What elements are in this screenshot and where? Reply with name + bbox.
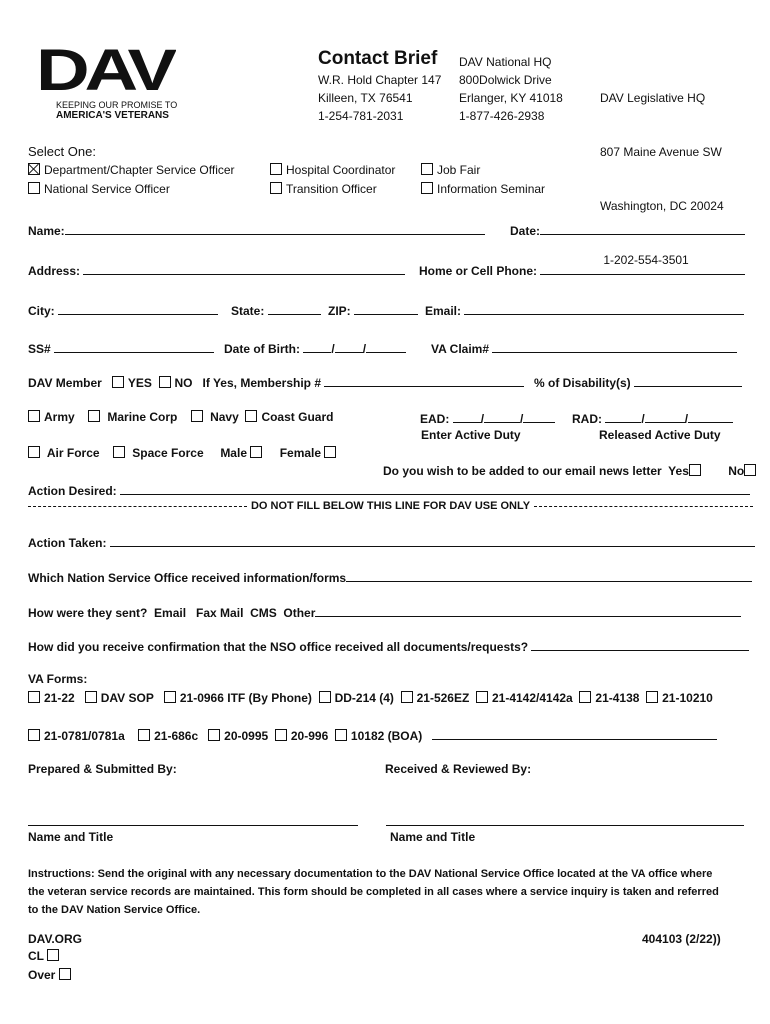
- checkbox-icon[interactable]: [59, 968, 71, 980]
- branch-label: Army: [44, 410, 75, 424]
- checked-box-icon[interactable]: [28, 163, 40, 175]
- action-taken-blank[interactable]: [110, 534, 755, 547]
- dav-member-row: [28, 374, 524, 390]
- female-label: Female: [279, 446, 322, 460]
- option-hospital[interactable]: [270, 163, 395, 177]
- branch-label: Marine Corp: [107, 410, 178, 424]
- va-forms-label: VA Forms:: [28, 672, 88, 686]
- option-label: Hospital Coordinator: [286, 163, 396, 177]
- branch-label: Navy: [210, 410, 239, 424]
- branch-navy[interactable]: [191, 410, 239, 424]
- chapter-line: W.R. Hold Chapter 147: [318, 73, 442, 87]
- gender-female[interactable]: [280, 446, 341, 460]
- option-label: Job Fair: [437, 163, 481, 177]
- va-form-label: 21-526EZ: [416, 691, 470, 705]
- va-form-label: 21-4142/4142a: [491, 691, 573, 705]
- no-label: NO: [174, 376, 193, 390]
- city-field[interactable]: [28, 302, 218, 318]
- address-blank[interactable]: [83, 262, 405, 275]
- checkbox-icon[interactable]: [744, 464, 756, 476]
- checkbox-icon[interactable]: [421, 182, 433, 194]
- how-sent-blank[interactable]: [315, 604, 741, 617]
- confirmation-blank[interactable]: [531, 638, 749, 651]
- ead-year-blank[interactable]: [523, 410, 555, 423]
- checkbox-icon[interactable]: [324, 446, 336, 458]
- option-info-seminar[interactable]: [421, 182, 545, 196]
- action-taken-field[interactable]: [28, 534, 755, 550]
- ss-field[interactable]: [28, 340, 214, 356]
- how-sent-field[interactable]: [28, 604, 741, 620]
- option-label: National Service Officer: [44, 182, 170, 196]
- ss-label: SS#: [28, 342, 51, 356]
- zip-label: ZIP:: [328, 304, 351, 318]
- checkbox-icon[interactable]: [689, 464, 701, 476]
- phone-label: Home or Cell Phone:: [419, 264, 538, 278]
- va-form-label: 21-686c: [154, 729, 199, 743]
- form-title: Contact Brief: [318, 48, 438, 69]
- va-forms-other-blank[interactable]: [432, 727, 717, 740]
- dob-year-blank[interactable]: [366, 340, 406, 353]
- dob-day-blank[interactable]: [335, 340, 363, 353]
- logo-tagline-2: AMERICA'S VETERANS: [56, 110, 169, 121]
- va-form-option[interactable]: [476, 691, 573, 705]
- rad-day-blank[interactable]: [645, 410, 685, 423]
- option-dept-chapter[interactable]: [28, 163, 235, 177]
- checkbox-icon[interactable]: [208, 729, 220, 741]
- email-label: Email:: [425, 304, 462, 318]
- checkbox-icon[interactable]: [28, 691, 40, 703]
- national-line: DAV National HQ: [459, 55, 552, 69]
- prepared-by-label: Prepared & Submitted By:: [28, 762, 177, 776]
- checkbox-icon[interactable]: [28, 446, 40, 458]
- divider-text: DO NOT FILL BELOW THIS LINE FOR DAV USE ONLY: [250, 500, 531, 512]
- va-form-label: 20-996: [290, 729, 329, 743]
- email-field[interactable]: [425, 302, 744, 318]
- branch-label: Coast Guard: [261, 410, 334, 424]
- checkbox-icon[interactable]: [191, 410, 203, 422]
- va-form-label: 10182 (BOA): [350, 729, 423, 743]
- va-claim-blank[interactable]: [492, 340, 737, 353]
- checkbox-icon[interactable]: [159, 376, 171, 388]
- checkbox-icon[interactable]: [245, 410, 257, 422]
- footer-cl[interactable]: [28, 949, 63, 963]
- chapter-line: 1-254-781-2031: [318, 109, 404, 123]
- va-forms-row-2: [28, 727, 717, 743]
- over-label: Over: [28, 968, 56, 982]
- disability-label: % of Disability(s): [534, 376, 631, 390]
- national-line: 800Dolwick Drive: [459, 73, 552, 87]
- dav-logo-mark: [36, 44, 176, 94]
- checkbox-icon[interactable]: [319, 691, 331, 703]
- rad-label: RAD:: [572, 412, 602, 426]
- checkbox-icon[interactable]: [112, 376, 124, 388]
- date-blank[interactable]: [540, 222, 745, 235]
- checkbox-icon[interactable]: [401, 691, 413, 703]
- branch-space-force[interactable]: [113, 446, 204, 460]
- ead-label: EAD:: [420, 412, 450, 426]
- yes-label: YES: [127, 376, 152, 390]
- instructions-line: Instructions: Send the original with any necessary documentation to the DAV National Service Office located at the VA office where: [28, 868, 713, 880]
- how-sent-label: How were they sent? Email Fax Mail CMS Other: [28, 606, 316, 620]
- national-line: 1-877-426-2938: [459, 109, 545, 123]
- branch-label: Space Force: [132, 446, 204, 460]
- prepared-signature-line[interactable]: [28, 825, 358, 826]
- va-form-option[interactable]: [401, 691, 470, 705]
- confirmation-field[interactable]: [28, 638, 749, 654]
- checkbox-icon[interactable]: [47, 949, 59, 961]
- checkbox-icon[interactable]: [270, 163, 282, 175]
- received-name-title-label: Name and Title: [390, 830, 476, 844]
- branch-coast-guard[interactable]: [245, 410, 333, 424]
- address-label: Address:: [28, 264, 81, 278]
- state-blank[interactable]: [268, 302, 321, 315]
- va-form-option[interactable]: [28, 691, 75, 705]
- checkbox-icon[interactable]: [646, 691, 658, 703]
- disability-field[interactable]: [534, 374, 742, 390]
- ead-caption: Enter Active Duty: [421, 428, 521, 442]
- which-office-blank[interactable]: [346, 569, 752, 582]
- footer-form-number: 404103 (2/22)): [642, 932, 721, 946]
- checkbox-icon[interactable]: [88, 410, 100, 422]
- instructions-line: the veteran service records are maintained. This form should be completed in all cases where a service inquiry is taken and referred: [28, 886, 719, 898]
- branch-label: Air Force: [46, 446, 100, 460]
- rad-caption: Released Active Duty: [599, 428, 721, 442]
- which-office-field[interactable]: [28, 569, 752, 585]
- email-blank[interactable]: [464, 302, 744, 315]
- option-job-fair[interactable]: [421, 163, 480, 177]
- va-form-option[interactable]: [579, 691, 639, 705]
- membership-label: If Yes, Membership #: [202, 376, 322, 390]
- legislative-line: Washington, DC 20024: [600, 199, 724, 213]
- va-form-option[interactable]: [208, 729, 268, 743]
- name-label: Name:: [28, 224, 65, 238]
- option-label: Department/Chapter Service Officer: [44, 163, 235, 177]
- ead-month-blank[interactable]: [453, 410, 481, 423]
- instructions-line: to the DAV Nation Service Office.: [28, 904, 201, 916]
- va-form-label: 21-10210: [662, 691, 713, 705]
- national-line: Erlanger, KY 41018: [459, 91, 563, 105]
- footer-over[interactable]: [28, 968, 75, 982]
- ead-field[interactable]: EAD: / /: [420, 410, 555, 426]
- option-label: Transition Officer: [286, 182, 377, 196]
- va-form-label: 21-0781/0781a: [44, 729, 125, 743]
- checkbox-icon[interactable]: [476, 691, 488, 703]
- dob-label: Date of Birth:: [224, 342, 300, 356]
- chapter-address: [318, 71, 441, 125]
- va-form-label: 21-4138: [595, 691, 640, 705]
- legislative-line: DAV Legislative HQ: [600, 91, 706, 105]
- checkbox-icon[interactable]: [250, 446, 262, 458]
- newsletter-no-label: No: [728, 464, 745, 478]
- option-transition[interactable]: [270, 182, 377, 196]
- male-label: Male: [220, 446, 247, 460]
- disability-blank[interactable]: [634, 374, 742, 387]
- city-blank[interactable]: [58, 302, 218, 315]
- branch-marine-corp[interactable]: [88, 410, 177, 424]
- date-field[interactable]: [510, 222, 745, 238]
- city-label: City:: [28, 304, 55, 318]
- state-field[interactable]: [231, 302, 321, 318]
- va-form-label: 21-22: [44, 691, 75, 705]
- footer-site: DAV.ORG: [28, 932, 83, 946]
- branch-army[interactable]: [28, 410, 75, 424]
- received-by-label: Received & Reviewed By:: [385, 762, 532, 776]
- cl-label: CL: [28, 949, 44, 963]
- checkbox-icon[interactable]: [28, 410, 40, 422]
- ead-day-blank[interactable]: [484, 410, 520, 423]
- newsletter-yes-label: Yes: [668, 464, 689, 478]
- va-forms-row-1: [28, 691, 713, 705]
- ss-blank[interactable]: [54, 340, 214, 353]
- received-signature-line[interactable]: [386, 825, 744, 826]
- branch-air-force[interactable]: [28, 446, 100, 460]
- checkbox-icon[interactable]: [28, 729, 40, 741]
- newsletter-question: Do you wish to be added to our email news letter: [383, 464, 662, 478]
- divider-line: [28, 506, 247, 507]
- checkbox-icon[interactable]: [113, 446, 125, 458]
- dav-member-label: DAV Member: [28, 376, 102, 390]
- va-form-option[interactable]: [335, 729, 422, 743]
- va-form-label: DD-214 (4): [334, 691, 394, 705]
- va-form-label: DAV SOP: [100, 691, 154, 705]
- phone-field[interactable]: [419, 262, 745, 278]
- branch-row-1: [28, 410, 333, 424]
- va-claim-field[interactable]: [431, 340, 737, 356]
- select-one-label: Select One:: [28, 144, 96, 159]
- va-form-option[interactable]: [319, 691, 394, 705]
- name-field[interactable]: [28, 222, 485, 238]
- option-national[interactable]: [28, 182, 170, 196]
- phone-blank[interactable]: [540, 262, 745, 275]
- state-label: State:: [231, 304, 265, 318]
- checkbox-icon[interactable]: [335, 729, 347, 741]
- divider-line: [534, 506, 753, 507]
- checkbox-icon[interactable]: [138, 729, 150, 741]
- chapter-line: Killeen, TX 76541: [318, 91, 413, 105]
- office-use-divider: [28, 500, 753, 512]
- dob-field[interactable]: Date of Birth: / /: [224, 340, 406, 356]
- action-taken-label: Action Taken:: [28, 536, 107, 550]
- va-form-option[interactable]: [85, 691, 154, 705]
- checkbox-icon[interactable]: [579, 691, 591, 703]
- date-label: Date:: [510, 224, 541, 238]
- branch-row-2: [28, 446, 340, 460]
- va-form-label: 21-0966 ITF (By Phone): [179, 691, 312, 705]
- which-office-label: Which Nation Service Office received information/forms: [28, 571, 347, 585]
- membership-blank[interactable]: [324, 374, 524, 387]
- checkbox-icon[interactable]: [164, 691, 176, 703]
- va-form-option[interactable]: [28, 729, 125, 743]
- checkbox-icon[interactable]: [85, 691, 97, 703]
- checkbox-icon[interactable]: [28, 182, 40, 194]
- national-hq-address: [459, 53, 563, 125]
- va-form-label: 20-0995: [224, 729, 269, 743]
- logo-tagline-1: KEEPING OUR PROMISE TO: [56, 100, 178, 110]
- action-desired-label: Action Desired:: [28, 484, 117, 498]
- dav-logo: [36, 44, 176, 122]
- dob-month-blank[interactable]: [303, 340, 331, 353]
- va-form-option[interactable]: [138, 729, 198, 743]
- rad-year-blank[interactable]: [688, 410, 733, 423]
- legislative-line: 807 Maine Avenue SW: [600, 145, 722, 159]
- gender-male[interactable]: [220, 446, 266, 460]
- zip-field[interactable]: [328, 302, 418, 318]
- action-desired-blank[interactable]: [120, 482, 750, 495]
- instructions: [28, 865, 719, 919]
- va-form-option[interactable]: [646, 691, 713, 705]
- va-form-option[interactable]: [164, 691, 312, 705]
- rad-month-blank[interactable]: [605, 410, 641, 423]
- va-claim-label: VA Claim#: [431, 342, 490, 356]
- logo-word: DAV: [36, 44, 176, 94]
- name-blank[interactable]: [65, 222, 485, 235]
- action-desired-field[interactable]: [28, 482, 750, 498]
- legislative-hq-address: [600, 53, 724, 287]
- checkbox-icon[interactable]: [270, 182, 282, 194]
- checkbox-icon[interactable]: [275, 729, 287, 741]
- confirmation-label: How did you receive confirmation that the NSO office received all documents/requests?: [28, 640, 529, 654]
- address-field[interactable]: [28, 262, 405, 278]
- zip-blank[interactable]: [354, 302, 418, 315]
- newsletter-row: [383, 464, 760, 478]
- rad-field[interactable]: RAD: / /: [572, 410, 733, 426]
- legislative-line: 1-202-554-3501: [600, 253, 689, 267]
- prepared-name-title-label: Name and Title: [28, 830, 114, 844]
- va-form-option[interactable]: [275, 729, 328, 743]
- checkbox-icon[interactable]: [421, 163, 433, 175]
- option-label: Information Seminar: [437, 182, 546, 196]
